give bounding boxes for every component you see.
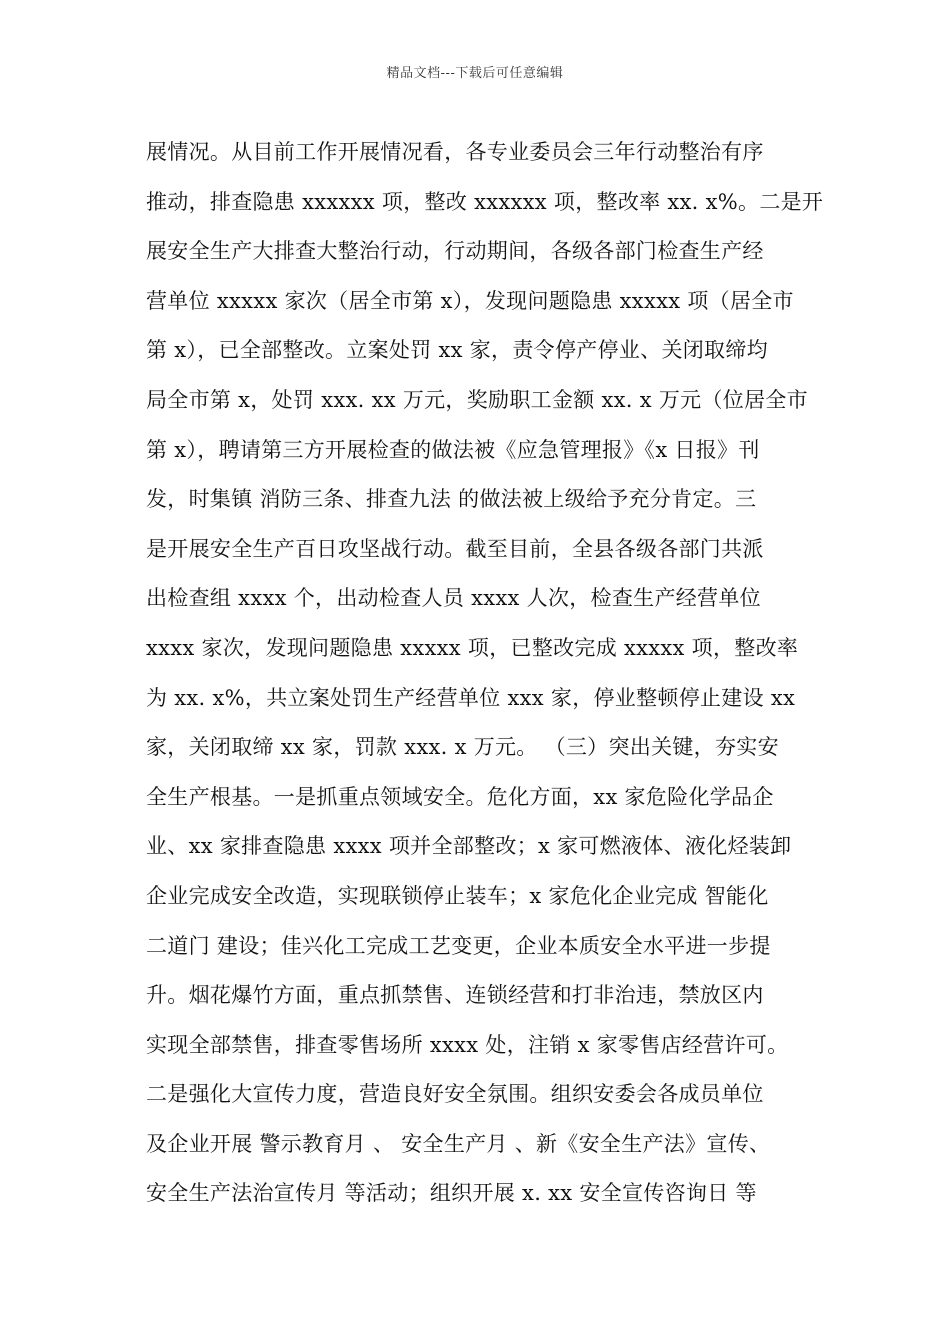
text-line: 及企业开展 警示教育月 、 安全生产月 、新《安全生产法》宣传、 (146, 1131, 771, 1156)
text-line: 发，时集镇 消防三条、排查九法 的做法被上级给予充分肯定。三 (146, 487, 757, 512)
text-line: 家，关闭取缔 xx 家，罚款 xxx. x 万元。 （三）突出关键，夯实安 (146, 735, 779, 760)
text-line: xxxx 家次，发现问题隐患 xxxxx 项，已整改完成 xxxxx 项，整改率 (146, 635, 799, 660)
text-line: 业、xx 家排查隐患 xxxx 项并全部整改；x 家可燃液体、液化烃装卸 (146, 834, 792, 859)
page-header: 精品文档---下载后可任意编辑 (386, 66, 564, 81)
text-line: 展情况。从目前工作开展情况看，各专业委员会三年行动整治有序 (146, 140, 764, 164)
text-line: 企业完成安全改造，实现联锁停止装车；x 家危化企业完成 智能化 (146, 883, 769, 908)
text-line: 二是强化大宣传力度，营造良好安全氛围。组织安委会各成员单位 (146, 1082, 764, 1107)
document-body (146, 128, 824, 1219)
text-line: 出检查组 xxxx 个，出动检查人员 xxxx 人次，检查生产经营单位 (146, 586, 761, 611)
text-line: 为 xx. x%，共立案处罚生产经营单位 xxx 家，停业整顿停止建设 xx (146, 685, 796, 710)
text-line: 局全市第 x，处罚 xxx. xx 万元，奖励职工金额 xx. x 万元（位居全市 (146, 387, 808, 412)
text-line: 全生产根基。一是抓重点领域安全。危化方面，xx 家危险化学品企 (146, 784, 774, 809)
text-line: 推动，排查隐患 xxxxxx 项，整改 xxxxxx 项，整改率 xx. x%。二是开 (146, 189, 824, 214)
text-line: 第 x），聘请第三方开展检查的做法被《应急管理报》《x 日报》刊 (146, 437, 760, 462)
text-line: 升。烟花爆竹方面，重点抓禁售、连锁经营和打非治违，禁放区内 (146, 983, 764, 1008)
text-line: 展安全生产大排查大整治行动，行动期间，各级各部门检查生产经 (146, 239, 764, 264)
text-line: 安全生产法治宣传月 等活动；组织开展 x. xx 安全宣传咨询日 等 (146, 1181, 757, 1206)
text-line: 实现全部禁售，排查零售场所 xxxx 处，注销 x 家零售店经营许可。 (146, 1032, 789, 1057)
text-line: 营单位 xxxxx 家次（居全市第 x），发现问题隐患 xxxxx 项（居全市 (146, 288, 794, 313)
text-line: 二道门 建设；佳兴化工完成工艺变更，企业本质安全水平进一步提 (146, 933, 771, 958)
text-line: 是开展安全生产百日攻坚战行动。截至目前，全县各级各部门共派 (146, 536, 764, 561)
text-line: 第 x），已全部整改。立案处罚 xx 家，责令停产停业、关闭取缔均 (146, 338, 768, 363)
